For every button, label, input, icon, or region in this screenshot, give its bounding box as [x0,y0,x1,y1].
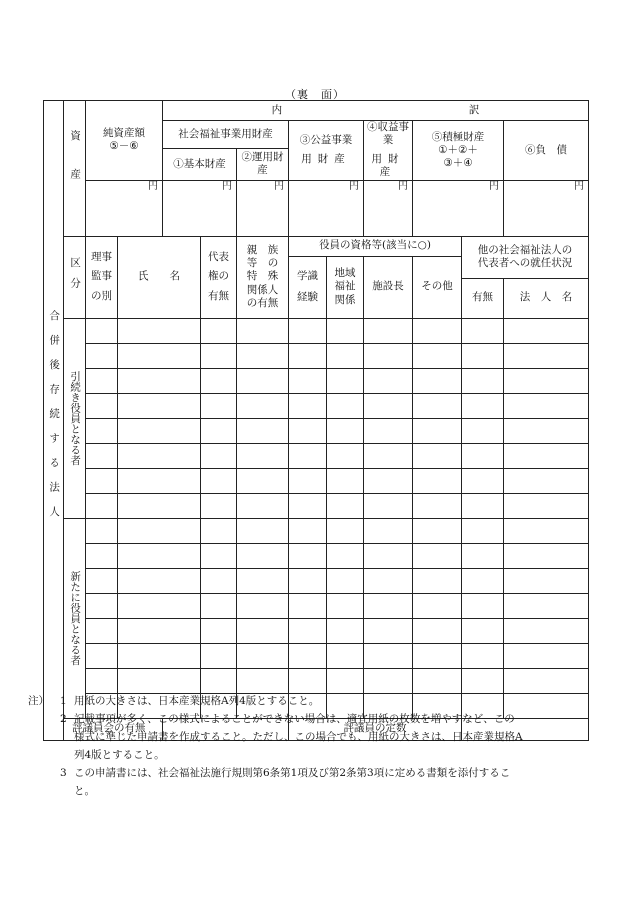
officer-rep-cell[interactable] [201,493,237,518]
qual-community-3: 関係 [334,293,356,306]
officer-name-cell[interactable] [118,443,201,468]
officer-has-cell[interactable] [462,343,504,368]
officer-q1-cell[interactable] [289,668,327,693]
officer-corp-cell[interactable] [504,393,589,418]
other-corp-name-header: 法 人 名 [504,278,589,318]
reserve-formula-2: ③＋④ [443,156,473,169]
officer-relation-cell[interactable] [237,543,289,568]
council-count-label: 評議員の定数 [289,718,462,740]
officer-name-cell[interactable] [118,393,201,418]
officer-corp-cell[interactable] [504,518,589,543]
officer-role-cell[interactable] [86,568,118,593]
officer-q1-cell[interactable] [289,368,327,393]
officer-q3-cell[interactable] [364,343,413,368]
officer-q1-cell[interactable] [289,393,327,418]
officer-corp-cell[interactable] [504,543,589,568]
officer-name-cell[interactable] [118,318,201,343]
public-interest-use: 用財産 [301,153,351,166]
officer-has-cell[interactable] [462,618,504,643]
note-3-number: 3 [60,767,67,779]
public-interest-header [289,121,364,181]
officer-name-cell[interactable] [118,668,201,693]
officer-has-cell[interactable] [462,393,504,418]
qual-academic-header [289,256,327,318]
officer-q2-cell[interactable] [327,568,364,593]
officer-q1-cell[interactable] [289,418,327,443]
officer-role-cell[interactable] [86,668,118,693]
other-corp-has-header: 有無 [462,278,504,318]
officer-has-cell[interactable] [462,318,504,343]
officer-corp-cell[interactable] [504,618,589,643]
officer-rep-cell[interactable] [201,668,237,693]
name-header: 氏 名 [118,236,201,318]
assets-label: 資産 [69,129,82,207]
officer-q3-cell[interactable] [364,618,413,643]
officer-role-cell[interactable] [86,318,118,343]
officer-q2-cell[interactable] [327,518,364,543]
officer-q3-cell[interactable] [364,593,413,618]
reserve-value[interactable]: 円 [413,180,504,236]
officer-rep-cell[interactable] [201,418,237,443]
officer-has-cell[interactable] [462,418,504,443]
council-label: 評議員会の有無 [64,718,163,740]
officer-corp-cell[interactable] [504,368,589,393]
qual-academic-1: 学識 [297,269,318,282]
reserve-header [413,121,504,181]
officer-q4-cell[interactable] [413,343,462,368]
officer-q4-cell[interactable] [413,418,462,443]
officer-q2-cell[interactable] [327,443,364,468]
officer-corp-cell[interactable] [504,443,589,468]
net-assets-label: 純資産額 [103,127,145,140]
note-3 [28,764,600,782]
officer-q3-cell[interactable] [364,518,413,543]
page-title: （裏 面） [285,88,345,101]
note-2-line-2: 様式に準じた申請書を作成すること。ただし、この場合でも、用紙の大きさは、日本産業規格A [74,731,523,743]
profit-value[interactable]: 円 [364,180,413,236]
rel-line-2: 等 の [246,257,279,270]
officer-role-cell[interactable] [86,493,118,518]
officer-relation-cell[interactable] [237,368,289,393]
rep-line-3: 有無 [208,289,229,302]
note-1-text: 用紙の大きさは、日本産業規格A列4版とすること。 [74,695,320,707]
note-2-line-3: 列4版とすること。 [74,749,165,761]
officer-q2-cell[interactable] [327,393,364,418]
rel-line-3: 特 殊 [246,270,279,283]
division-header-cell [64,236,86,318]
officer-name-cell[interactable] [118,593,201,618]
officer-q1-cell[interactable] [289,643,327,668]
officer-rep-cell[interactable] [201,618,237,643]
officer-q2-cell[interactable] [327,643,364,668]
officer-q2-cell[interactable] [327,318,364,343]
officer-name-cell[interactable] [118,618,201,643]
officer-relation-cell[interactable] [237,593,289,618]
breakdown-header [163,101,589,121]
officer-q4-cell[interactable] [413,443,462,468]
officer-role-cell[interactable] [86,368,118,393]
officer-q4-cell[interactable] [413,318,462,343]
officer-q3-cell[interactable] [364,643,413,668]
breakdown-left: 内 [271,103,283,116]
officer-q1-cell[interactable] [289,568,327,593]
officer-rep-cell[interactable] [201,468,237,493]
officer-role-cell[interactable] [86,618,118,643]
notes-label: 注） [28,695,49,707]
officer-q4-cell[interactable] [413,393,462,418]
officer-has-cell[interactable] [462,493,504,518]
note-1 [28,692,600,710]
profit-label: ④収益事業 [367,121,409,147]
officer-q4-cell[interactable] [413,468,462,493]
liabilities-value[interactable]: 円 [504,180,589,236]
note-2-number: 2 [60,713,67,725]
qual-director-header: 施設長 [364,256,413,318]
officer-q3-cell[interactable] [364,393,413,418]
liabilities-header: ⑥負 債 [504,121,589,181]
role-line-3: の別 [91,289,112,302]
officer-q1-cell[interactable] [289,493,327,518]
officer-q1-cell[interactable] [289,468,327,493]
note-3-line-2: と。 [74,785,95,797]
officer-role-cell[interactable] [86,518,118,543]
officer-has-cell[interactable] [462,593,504,618]
officer-role-cell[interactable] [86,643,118,668]
officer-corp-cell[interactable] [504,643,589,668]
officer-relation-cell[interactable] [237,393,289,418]
officer-q3-cell[interactable] [364,368,413,393]
officer-rep-cell[interactable] [201,518,237,543]
officer-name-cell[interactable] [118,568,201,593]
officer-relation-cell[interactable] [237,343,289,368]
qual-community-1: 地域 [334,267,356,280]
officer-q2-cell[interactable] [327,343,364,368]
officer-role-cell[interactable] [86,443,118,468]
qual-other-header: その他 [413,256,462,318]
other-corp-line-1: 他の社会福祉法人の [477,243,573,256]
qual-community-header [327,256,364,318]
officer-role-cell[interactable] [86,418,118,443]
net-assets-formula: ⑤－⑥ [109,140,139,153]
officer-q3-cell[interactable] [364,418,413,443]
officer-has-cell[interactable] [462,443,504,468]
qual-community-2: 福祉 [334,280,356,293]
officer-has-cell[interactable] [462,543,504,568]
officer-q4-cell[interactable] [413,368,462,393]
officer-q1-cell[interactable] [289,318,327,343]
officer-name-cell[interactable] [118,543,201,568]
officer-rep-cell[interactable] [201,343,237,368]
officer-role-cell[interactable] [86,393,118,418]
officer-relation-cell[interactable] [237,668,289,693]
officer-has-cell[interactable] [462,468,504,493]
officer-name-cell[interactable] [118,493,201,518]
officer-q2-cell[interactable] [327,493,364,518]
public-interest-label: ③公益事業 [299,134,353,147]
officer-rep-cell[interactable] [201,393,237,418]
officer-q3-cell[interactable] [364,543,413,568]
officer-q3-cell[interactable] [364,568,413,593]
role-line-1: 理事 [91,251,112,264]
officer-relation-cell[interactable] [237,568,289,593]
reserve-label: ⑤積極財産 [431,130,485,143]
officer-q4-cell[interactable] [413,643,462,668]
officer-q4-cell[interactable] [413,568,462,593]
officer-has-cell[interactable] [462,368,504,393]
officer-name-cell[interactable] [118,343,201,368]
profit-header [364,121,413,181]
public-interest-value[interactable]: 円 [289,180,364,236]
rel-line-1: 親 族 [246,244,279,257]
officer-has-cell[interactable] [462,518,504,543]
note-3-line-1: この申請書には、社会福祉法施行規則第6条第1項及び第2条第3項に定める書類を添付するこ [74,767,511,779]
officer-corp-cell[interactable] [504,568,589,593]
officer-q1-cell[interactable] [289,618,327,643]
rep-header [201,236,237,318]
officer-corp-cell[interactable] [504,418,589,443]
officer-q4-cell[interactable] [413,518,462,543]
officer-rep-cell[interactable] [201,543,237,568]
officer-q2-cell[interactable] [327,668,364,693]
officer-corp-cell[interactable] [504,668,589,693]
officer-q2-cell[interactable] [327,543,364,568]
officer-q2-cell[interactable] [327,418,364,443]
officer-q1-cell[interactable] [289,518,327,543]
officer-q4-cell[interactable] [413,543,462,568]
officer-relation-cell[interactable] [237,618,289,643]
role-line-2: 監事 [91,270,112,283]
officer-q3-cell[interactable] [364,318,413,343]
net-assets-value[interactable]: 円 [86,180,163,236]
basic-assets-header: ①基本財産 [163,148,237,180]
officer-role-cell[interactable] [86,343,118,368]
officer-relation-cell[interactable] [237,643,289,668]
officer-name-cell[interactable] [118,518,201,543]
officer-corp-cell[interactable] [504,343,589,368]
officer-q1-cell[interactable] [289,443,327,468]
officer-q4-cell[interactable] [413,593,462,618]
officer-corp-cell[interactable] [504,593,589,618]
continuing-officers-label: 引続き役員となる者 [69,370,82,466]
officer-q4-cell[interactable] [413,493,462,518]
officer-rep-cell[interactable] [201,368,237,393]
officer-role-cell[interactable] [86,543,118,568]
officer-q4-cell[interactable] [413,668,462,693]
officer-q1-cell[interactable] [289,543,327,568]
qual-academic-2: 経験 [297,291,318,303]
continuing-officers-label-cell [64,318,86,518]
merger-form-table [43,100,589,741]
officer-name-cell[interactable] [118,468,201,493]
officer-name-cell[interactable] [118,418,201,443]
rel-line-5: の有無 [246,296,279,309]
officer-has-cell[interactable] [462,668,504,693]
note-2 [28,710,600,728]
officer-q3-cell[interactable] [364,668,413,693]
officer-rep-cell[interactable] [201,593,237,618]
officer-relation-cell[interactable] [237,318,289,343]
officer-corp-cell[interactable] [504,318,589,343]
officer-q1-cell[interactable] [289,593,327,618]
new-officers-label: 新たに役員となる者 [69,570,82,666]
note-2-line-1: 記載事項が多く、この様式によることができない場合は、適宜用紙の枚数を増やすなど、この [74,713,515,725]
officer-rep-cell[interactable] [201,443,237,468]
officer-q1-cell[interactable] [289,343,327,368]
new-officers-label-cell [64,518,86,718]
officer-corp-cell[interactable] [504,493,589,518]
officer-q2-cell[interactable] [327,468,364,493]
officer-has-cell[interactable] [462,643,504,668]
officer-relation-cell[interactable] [237,468,289,493]
officer-relation-cell[interactable] [237,518,289,543]
merged-corp-label-cell [44,101,64,741]
relation-header [237,236,289,318]
officer-q2-cell[interactable] [327,618,364,643]
officer-relation-cell[interactable] [237,493,289,518]
officer-name-cell[interactable] [118,368,201,393]
officer-rep-cell[interactable] [201,318,237,343]
officer-has-cell[interactable] [462,568,504,593]
officer-q3-cell[interactable] [364,493,413,518]
basic-assets-value[interactable]: 円 [163,180,237,236]
breakdown-right: 訳 [468,103,480,116]
officer-q3-cell[interactable] [364,468,413,493]
officer-rep-cell[interactable] [201,643,237,668]
rep-line-2: 権の [208,270,229,283]
social-welfare-header: 社会福祉事業用財産 [163,121,289,149]
other-corp-header [462,236,589,278]
officer-corp-cell[interactable] [504,468,589,493]
merged-corp-label: 合併後存続する法人 [48,310,61,531]
notes-section [28,692,600,800]
officer-q4-cell[interactable] [413,618,462,643]
profit-use: 用財産 [371,153,405,179]
role-header [86,236,118,318]
officer-name-cell[interactable] [118,643,201,668]
other-corp-line-2: 代表者への就任状況 [477,257,573,269]
officer-q3-cell[interactable] [364,443,413,468]
officer-rep-cell[interactable] [201,568,237,593]
net-assets-header [86,101,163,181]
officer-role-cell[interactable] [86,468,118,493]
note-1-number: 1 [60,695,67,707]
reserve-formula-1: ①＋②＋ [438,143,478,156]
officer-role-cell[interactable] [86,593,118,618]
operating-assets-header: ②運用財産 [237,148,289,180]
qualification-header: 役員の資格等(該当に○) [289,236,462,256]
officer-q2-cell[interactable] [327,368,364,393]
rep-line-1: 代表 [208,251,229,264]
division-label: 区分 [69,256,82,298]
officer-relation-cell[interactable] [237,443,289,468]
assets-label-cell [64,101,86,237]
officer-q2-cell[interactable] [327,593,364,618]
operating-assets-value[interactable]: 円 [237,180,289,236]
officer-relation-cell[interactable] [237,418,289,443]
rel-line-4: 関係人 [246,283,279,296]
